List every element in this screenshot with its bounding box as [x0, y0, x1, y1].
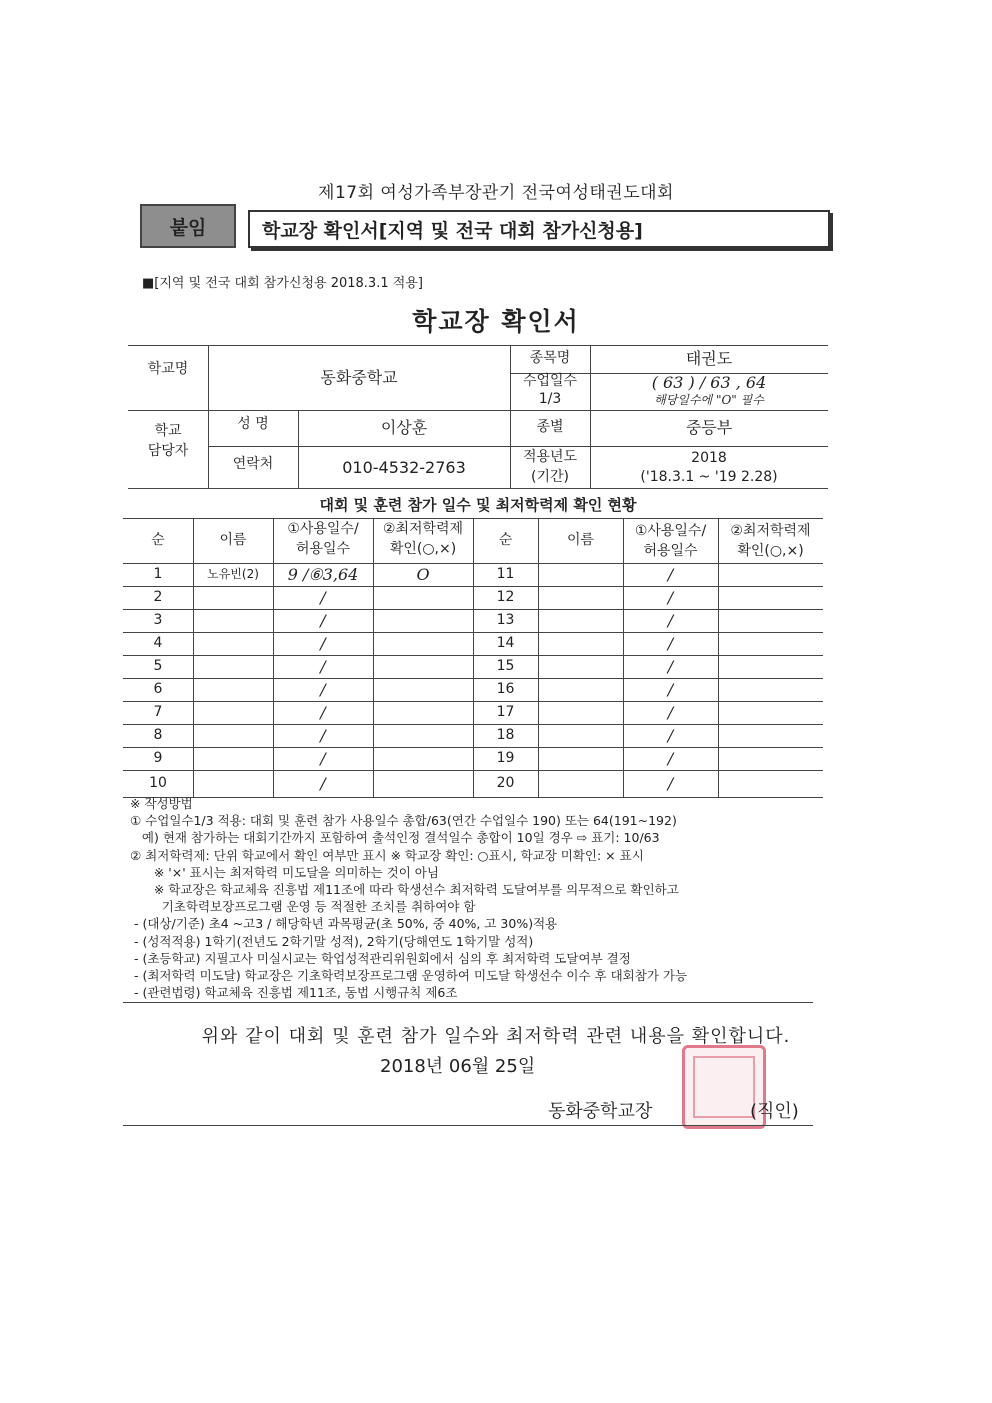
days-label-ratio: 1/3	[538, 391, 562, 408]
contact-label: 연락처	[232, 456, 274, 473]
col-min-right-2: 확인(○,×)	[737, 543, 804, 560]
row-days: /	[320, 748, 326, 768]
name-label: 성 명	[237, 416, 269, 433]
row-name	[193, 701, 273, 724]
document-banner: 학교장 확인서[지역 및 전국 대회 참가신청용]	[248, 210, 830, 248]
category-label: 종별	[536, 419, 564, 436]
col-num-left: 순	[151, 531, 165, 548]
col-min-left-2: 확인(○,×)	[389, 541, 457, 558]
row-days: /	[667, 702, 674, 722]
confirmation-statement: 위와 같이 대회 및 훈련 참가 일수와 최저학력 관련 내용을 확인합니다.	[201, 1026, 791, 1047]
row-days: /	[667, 748, 674, 768]
row-name	[193, 586, 273, 609]
row-name	[193, 632, 273, 655]
note-line: - (대상/기준) 초4 ~고3 / 해당학년 과목평균(초 50%, 중 40%, 고 30%)적용	[130, 916, 558, 932]
col-days-left-2: 허용일수	[295, 541, 351, 558]
manager-label-2: 담당자	[147, 443, 189, 460]
row-name	[193, 770, 273, 797]
note-line: - (최저학력 미도달) 학교장은 기초학력보장프로그램 운영하여 미도달 학생선수 이수 후 대회참가 가능	[130, 968, 688, 984]
col-days-left: ①사용일수/	[287, 521, 359, 538]
col-min-right: ②최저학력제	[730, 523, 811, 540]
row-min	[373, 747, 473, 770]
row-num: 5	[153, 657, 163, 674]
row-days: /	[667, 679, 674, 699]
divider	[123, 1125, 813, 1126]
col-name-left: 이름	[219, 531, 247, 548]
row-name	[193, 655, 273, 678]
year-label-2: (기간)	[531, 469, 569, 486]
note-line: ① 수업일수1/3 적용: 대회 및 훈련 참가 사용일수 총합/63(연간 수업일수 190) 또는 64(191~192)	[130, 813, 677, 829]
contact-value: 010-4532-2763	[342, 458, 466, 477]
row-num: 13	[496, 611, 515, 628]
row-num: 9	[153, 749, 163, 766]
year-period: ('18.3.1 ~ '19 2.28)	[640, 469, 778, 486]
row-min	[373, 701, 473, 724]
row-days: /	[667, 633, 674, 653]
event-title: 제17회 여성가족부장관기 전국여성태권도대회	[318, 183, 674, 203]
row-min	[373, 678, 473, 701]
row-num: 11	[496, 565, 515, 582]
issue-date: 2018년 06월 25일	[380, 1056, 536, 1077]
divider	[123, 1002, 813, 1003]
row-num: 3	[153, 611, 163, 628]
school-label: 학교명	[147, 361, 189, 378]
row-min	[373, 586, 473, 609]
col-name-right: 이름	[566, 531, 595, 548]
row-num: 14	[496, 634, 515, 651]
status-title: 대회 및 훈련 참가 일수 및 최저학력제 확인 현황	[319, 495, 637, 514]
row-days: /	[667, 564, 674, 584]
row-min	[373, 724, 473, 747]
col-min-left: ②최저학력제	[382, 521, 464, 538]
row-num: 10	[149, 774, 167, 791]
row-days: /	[320, 702, 326, 722]
days-note: 해당일수에 "O" 필수	[654, 393, 764, 407]
row-num: 4	[153, 634, 163, 651]
row-days: /	[667, 773, 674, 793]
row-days: /	[320, 679, 326, 699]
days-value: ( 63 ) / 63 , 64	[651, 373, 767, 392]
sport-label: 종목명	[529, 350, 571, 367]
note-line: ② 최저학력제: 단위 학교에서 확인 여부만 표시 ※ 학교장 확인: ○표시, 학교장 미확인: × 표시	[130, 847, 644, 863]
page-title: 학교장 확인서	[412, 307, 580, 336]
row-min	[373, 770, 473, 797]
signer: 동화중학교장	[548, 1101, 653, 1122]
sport-value: 태권도	[685, 349, 733, 368]
row-days: /	[667, 725, 674, 745]
row-min	[373, 655, 473, 678]
row-num: 18	[496, 726, 515, 743]
row-num: 8	[153, 726, 163, 743]
row-days: /	[320, 610, 326, 630]
row-min: O	[416, 564, 430, 584]
col-days-right-2: 허용일수	[643, 543, 698, 560]
row-num: 2	[153, 588, 163, 605]
year-label: 적용년도	[522, 449, 578, 466]
row-num: 7	[153, 703, 163, 720]
row-days: /	[320, 656, 326, 676]
name-value: 이상훈	[380, 418, 428, 437]
school-value: 동화중학교	[320, 367, 398, 387]
row-days: /	[320, 633, 326, 653]
row-num: 6	[153, 680, 163, 697]
instructions	[130, 795, 830, 1001]
row-num: 1	[153, 565, 163, 582]
row-num: 20	[496, 774, 515, 791]
row-days: /	[667, 610, 674, 630]
attachment-tag: 붙임	[140, 204, 236, 248]
row-days: /	[320, 587, 326, 607]
row-days: 9 /⑥3,64	[287, 564, 359, 584]
row-min	[373, 632, 473, 655]
note-line: - (관련법령) 학교체육 진흥법 제11조, 동법 시행규칙 제6조	[130, 985, 458, 1001]
note-line: - (초등학교) 지필고사 미실시교는 학업성적관리위원회에서 심의 후 최저학력 도달여부 결정	[130, 950, 631, 966]
note-line: ※ '×' 표시는 최저학력 미도달을 의미하는 것이 아님	[130, 864, 439, 880]
row-days: /	[320, 725, 326, 745]
row-num: 12	[496, 588, 515, 605]
row-min	[373, 609, 473, 632]
note-line: 예) 현재 참가하는 대회기간까지 포함하여 출석인정 결석일수 총합이 10일 경우 ⇨ 표기: 10/63	[130, 830, 660, 846]
note-line: ※ 작성방법	[130, 796, 193, 811]
row-name	[193, 678, 273, 701]
seal-label: (직인)	[750, 1101, 799, 1122]
row-days: /	[320, 773, 326, 793]
row-name	[193, 609, 273, 632]
note-line: 기초학력보장프로그램 운영 등 적절한 조치를 취하여야 함	[130, 899, 476, 915]
col-days-right: ①사용일수/	[634, 523, 707, 540]
days-label: 수업일수	[522, 373, 578, 390]
category-value: 중등부	[685, 418, 733, 437]
row-num: 15	[496, 657, 515, 674]
row-name: 노유빈(2)	[207, 567, 259, 581]
row-num: 19	[496, 749, 515, 766]
applicability-note: ■[지역 및 전국 대회 참가신청용 2018.3.1 적용]	[142, 276, 423, 291]
note-line: ※ 학교장은 학교체육 진흥법 제11조에 따라 학생선수 최저학력 도달여부를 의무적으로 확인하고	[130, 882, 679, 898]
note-line: - (성적적용) 1학기(전년도 2학기말 성적), 2학기(당해연도 1학기말 성적)	[130, 933, 534, 949]
row-days: /	[667, 656, 674, 676]
row-name	[193, 724, 273, 747]
year-value: 2018	[691, 450, 727, 467]
row-name	[193, 747, 273, 770]
row-num: 17	[496, 703, 515, 720]
row-days: /	[667, 587, 674, 607]
row-num: 16	[496, 680, 515, 697]
col-num-right: 순	[498, 531, 513, 548]
manager-label: 학교	[154, 423, 182, 440]
